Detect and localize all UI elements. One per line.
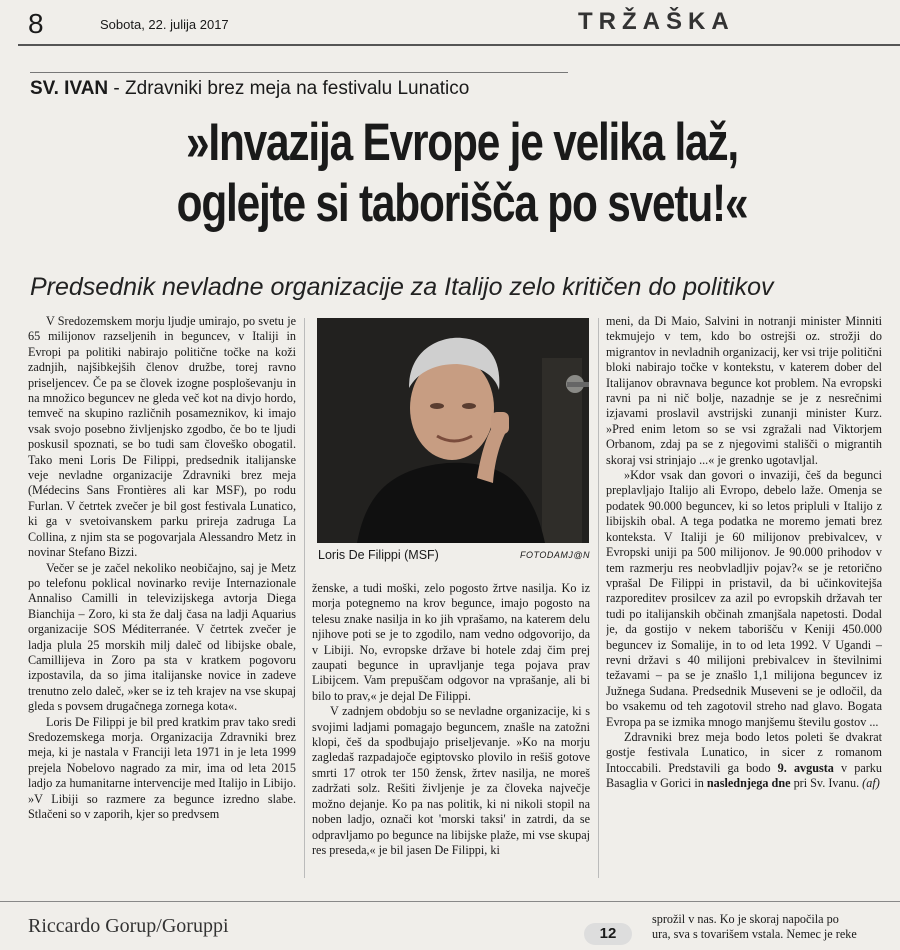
paragraph: meni, da Di Maio, Salvini in notranji minister Minniti tekmujejo v tem, kdo bo ostrejši oz. strožji do migrantov in nevladnih organizacij, ker vsi trije politični bloki nabirajo točke v kontekstu, v katerem dober del Italijanov obravnava begunce kot problem. Na evropski ravni pa ni nič bolje, nazadnje se je z nesrečnimi izjavami proslavil avstrijski zunanji minister Kurz. »Pred enim letom so se vsi zgražali nad Viktorjem Orbanom, zdaj pa se z njegovimi stališči o migrantih skoraj vsi strinjajo ...« je grenko ugotavljal.: [606, 314, 882, 467]
paragraph: »Kdor vsak dan govori o invaziji, češ da begunci preplavljajo Italijo ali Evropo, debelo laže. Omenja se podatek 90.000 beguncev, ki so letos pripluli v Italijo z libijskih obal. A tega podatka ne moremo jemati brez konteksta. V Italiji je 60 milijonov prebivalcev, v Evropski uniji pa 500 milijonov. Je 90.000 prihodov v tem razmerju res neobvladljiv pojav?« se je retorično vprašal De Filippi in pristavil, da bi učinkovitejša razporeditev prosilcev za azil po evropskih državah ter tudi po italijanskih občinah zmanjšala napetosti. Dodal je, da gostijo v nekem taborišču v Keniji 450.000 beguncev iz Somalije, in to od leta 1992. V Ugandi – revni državi s 40 milijoni prebivalcev in številnimi težavami – pa se je znašlo 1,1 milijona beguncev iz Južnega Sudana. Predsednik Museveni se je odločil, da bo vsakemu od teh zagotovil streho nad glavo. Bogata Evropa pa se izmika mnogo manjšemu številu gostov ...: [606, 468, 882, 729]
section-title: TRŽAŠKA: [578, 8, 735, 35]
column-divider: [304, 318, 305, 878]
kicker-text: - Zdravniki brez meja na festivalu Lunatico: [108, 78, 470, 99]
page-badge: 12: [584, 923, 632, 945]
next-article-text: [652, 912, 900, 942]
column-divider: [598, 318, 599, 878]
article-photo: [317, 318, 589, 543]
header-divider: [18, 44, 900, 46]
photo-credit: FOTODAMJ@N: [520, 550, 590, 560]
article-headline: [24, 112, 900, 234]
kicker-place: SV. IVAN: [30, 78, 109, 99]
final-text: pri Sv. Ivanu.: [790, 776, 863, 791]
headline-line-2: oglejte si taborišča po svetu!«: [176, 174, 748, 233]
date-highlight: 9. avgusta: [777, 760, 834, 775]
article-column-3: [606, 314, 882, 884]
final-text: v parku Basaglia v Gorici in: [606, 760, 882, 791]
kicker-divider: [30, 72, 568, 73]
article-subtitle: Predsednik nevladne organizacije za Italijo zelo kritičen do politikov: [30, 273, 774, 301]
article-column-2: [312, 581, 590, 884]
article-kicker: [30, 78, 469, 100]
paragraph: Večer se je začel nekoliko neobičajno, saj je Metz po telefonu poklical novinarko revije Internazionale Annaliso Camilli in televizijskega avtorja Diega Bianchija – Zoro, ki sta že dalj časa na ladji Aquarius organizacije SOS Méditerranée. V četrtek zvečer je ladja plula 25 morskih milj daleč od libijske obale, Camillijeva in Zoro pa sta v kratkem pogovoru izpostavila, da so jima italijanske novice in zadeve trenutno zelo daleč, »ker se iz teh krajev na vse skupaj gleda s povsem drugačnega zornega kota«.: [28, 560, 296, 714]
next-line: sprožil v nas. Ko je skoraj napočila po: [652, 912, 839, 926]
paragraph: ženske, a tudi moški, zelo pogosto žrtve nasilja. Ko iz morja potegnemo na krov begunce, imajo pogosto na telesu znake nasilja in ko jih vprašamo, na katerem delu njihove poti se je to zgodilo, nam vedno odgovorijo, da v Libiji. No, evropske države bi hotele zdaj čim prej zaupati begunce in upravljanje tega pojava prav Libijcem. Vam prepuščam odgovor na vprašanje, ali bi bilo to prav,« je dejal De Filippi.: [312, 581, 590, 703]
footer-divider: [0, 901, 900, 902]
date-highlight: naslednjega dne: [706, 776, 791, 791]
photo-caption: [318, 548, 590, 566]
headline-line-1: »Invazija Evrope je velika laž,: [185, 113, 739, 172]
author-initials: (af): [862, 776, 880, 791]
paragraph-final: [606, 730, 882, 792]
issue-date: Sobota, 22. julija 2017: [100, 17, 229, 32]
paragraph: V zadnjem obdobju so se nevladne organizacije, ki s svojimi ladjami pomagajo beguncem, znašle na zatožni klopi, češ da spodbujajo priseljevanje. »Ko na morju zagledaš razpadajoče egiptovsko plovilo in rešiš gotove smrti 17 otrok ter 150 žensk, žrtev nasilja, ne moreš zadržati solz. Rešiti življenje je za človeka največje možno dejanje. Ko pa nas politik, ki ni nikoli stopil na noben ladjo, označi kot 'morski taksi' in zatrdi, da se odpravljamo po begunce na libijske plaže, mi vse skupaj res preseda,« je bil jasen De Filippi, ki: [312, 704, 590, 857]
next-line: ura, sva s tovarišem vstala. Nemec je reke: [652, 927, 857, 941]
article-column-1: [28, 314, 296, 884]
paragraph: V Sredozemskem morju ljudje umirajo, po svetu je 65 milijonov razseljenih in beguncev, v Italiji in Evropi pa politiki nabirajo politične točke na koži zadnjih, najšibkejših členov družbe, torej ravno priseljencev. Če pa se človek izogne posploševanju in na množico beguncev ne gleda več kot na divjo hordo, temveč na skupino različnih posameznikov, ki imajo vsak svojo posebno življenjsko zgodbo, če bo te ljudi poskusil spoznati, se bo tudi sam človeško obogatil. Tako meni Loris De Filippi, predsednik italijanske veje nevladne organizacije Zdravniki brez meja (Médecins Sans Frontières ali kar MSF), po rodu Furlan. V četrtek zvečer je bil gost festivala Lunatico, ki ga v svetoivanskem parku prireja zadruga La Collina, z njim sta se pogovarjala Alessandro Metz in novinar Stefano Bizzi.: [28, 314, 296, 560]
next-article-byline: Riccardo Gorup/Goruppi: [28, 915, 229, 937]
portrait-illustration: [317, 318, 589, 543]
final-text: Zdravniki brez meja bodo letos poleti še dvakrat gostje festivala Lunatico, in sicer z romanom Intoccabili. Predstavili ga bodo: [606, 729, 882, 775]
page-number: 8: [28, 8, 44, 39]
paragraph: Loris De Filippi je bil pred kratkim prav tako sredi Sredozemskega morja. Organizacija Zdravniki brez meja, ki je nastala v Franciji leta 1971 in je leta 1999 prejela Nobelovo nagrado za mir, ima od leta 2015 ladjo za humanitarne intervencije med Italijo in Libijo. »V Libiji so razmere za begunce izredno slabe. Stlačeni so v zaporih, kjer so predvsem: [28, 714, 296, 821]
caption-text: Loris De Filippi (MSF): [318, 548, 439, 562]
page-header: [0, 0, 900, 46]
